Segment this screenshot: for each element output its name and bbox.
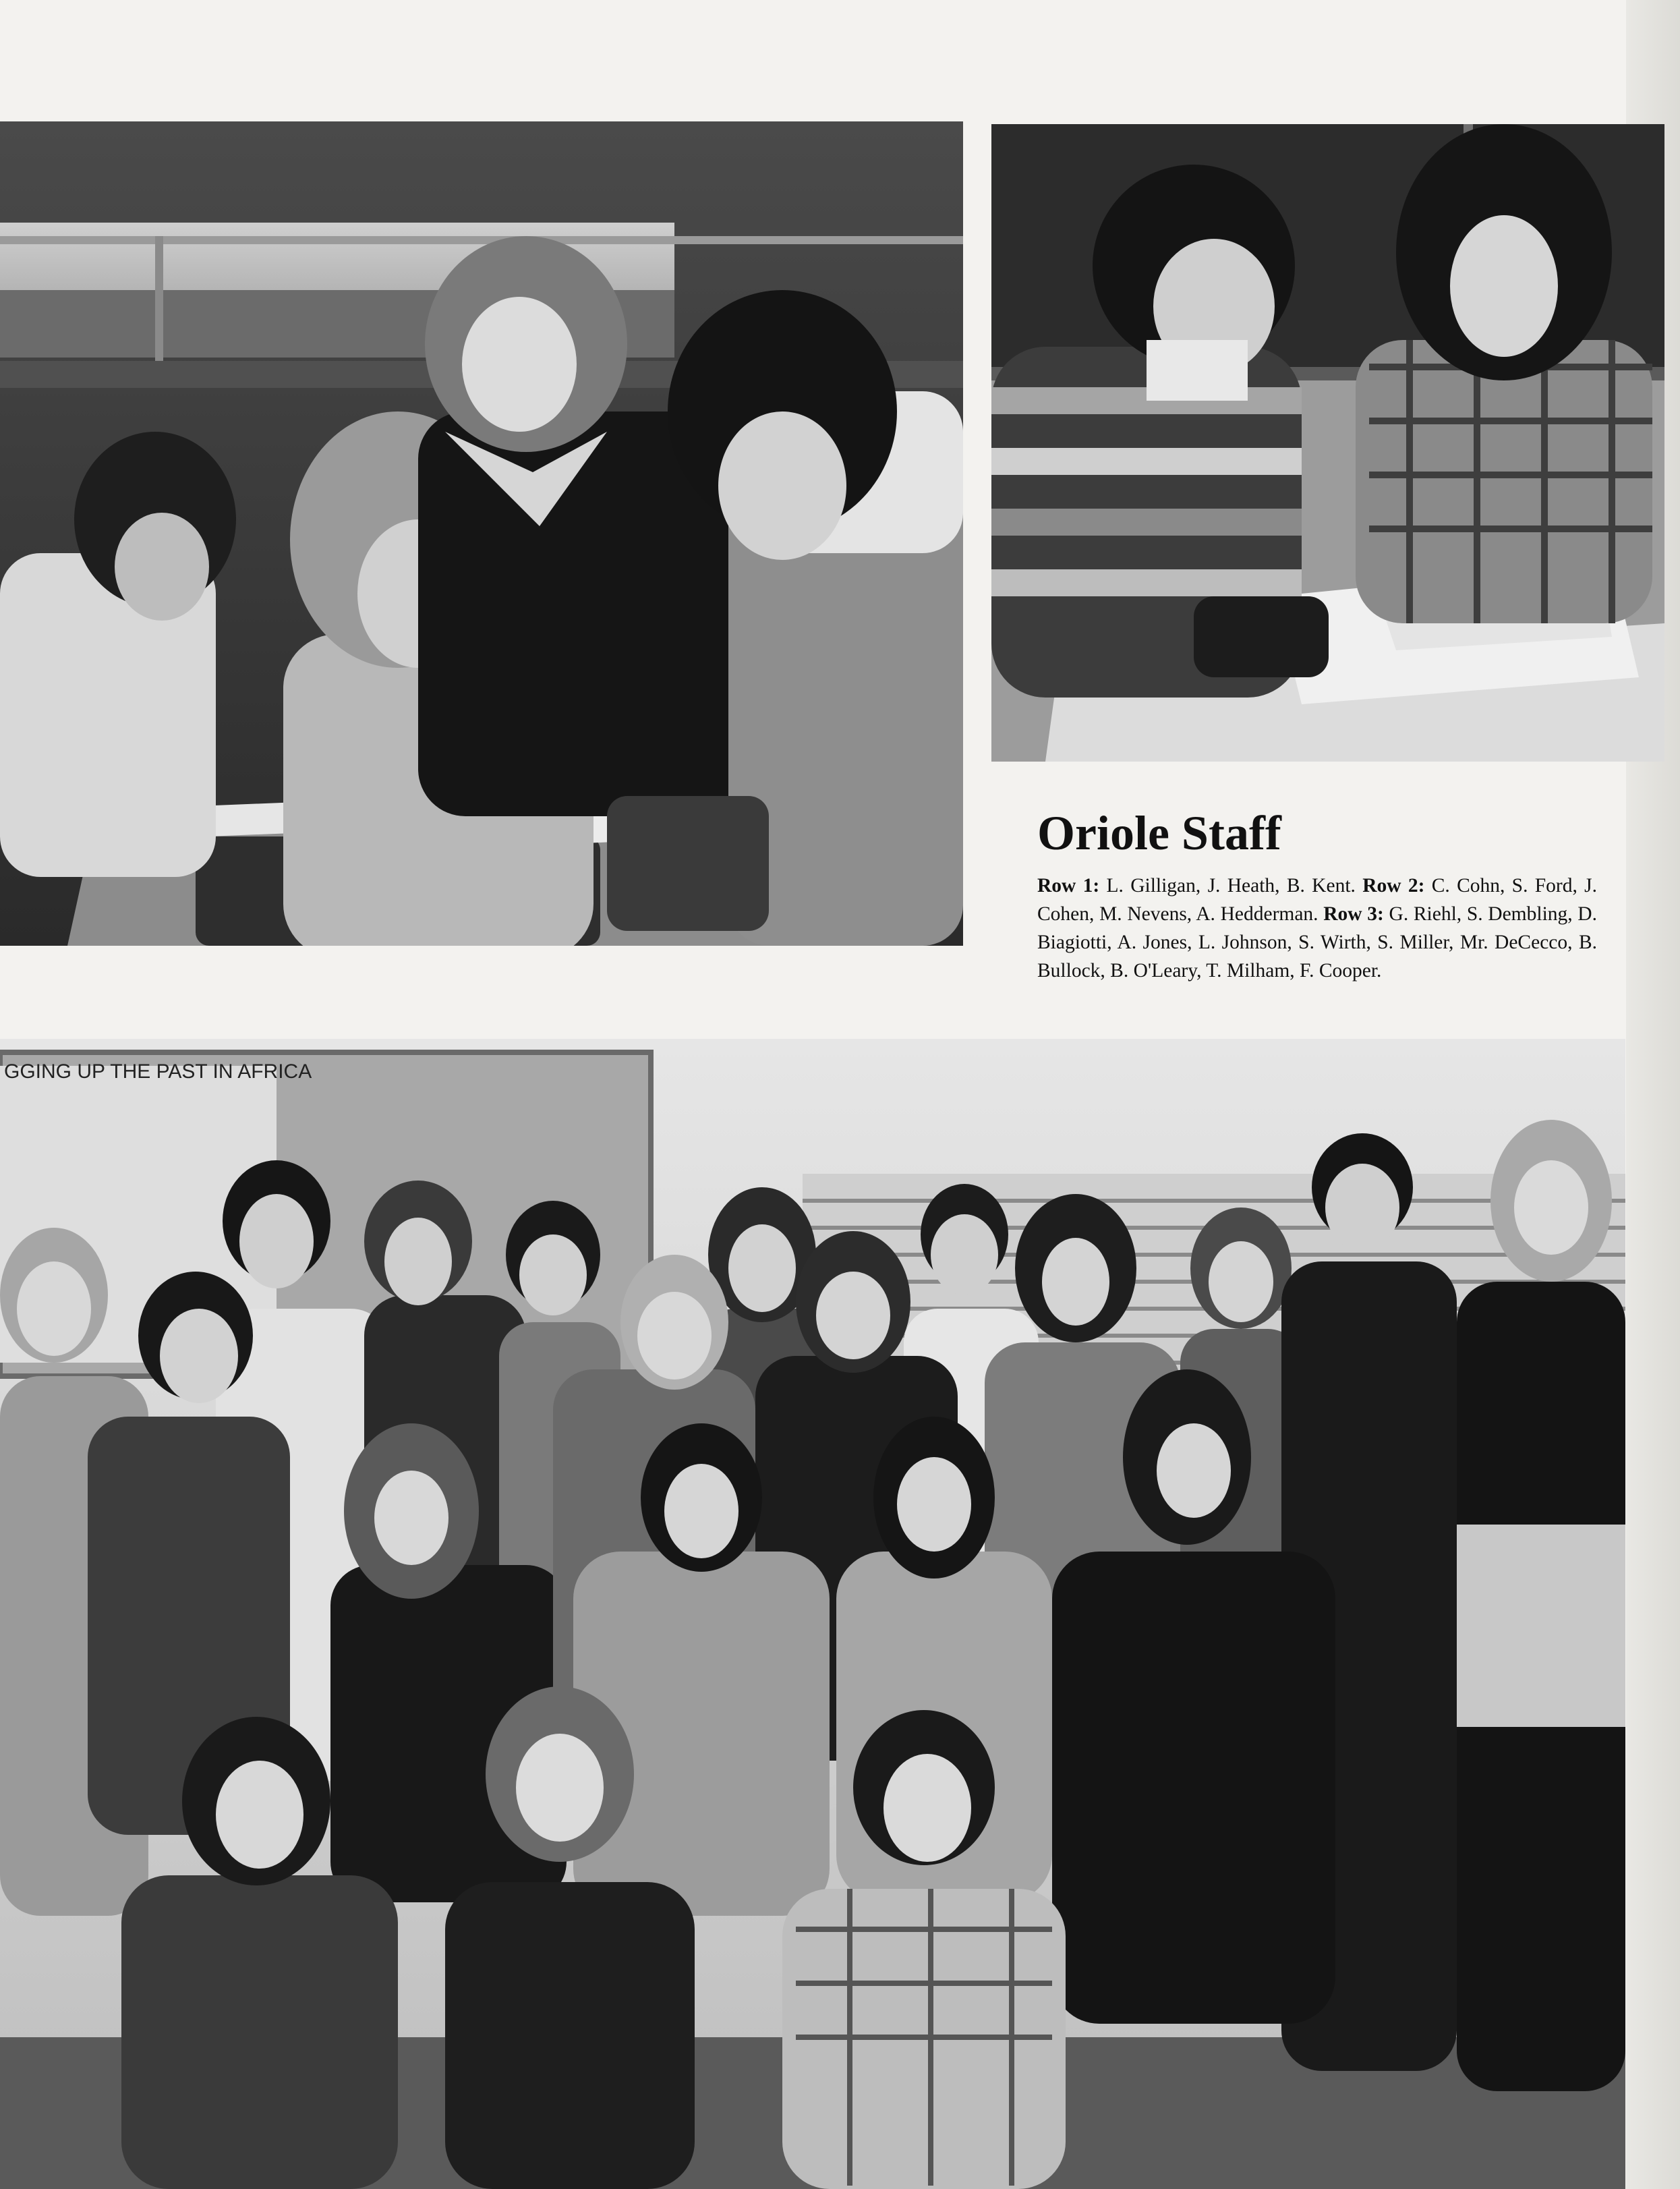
- row-1-names: L. Gilligan, J. Heath, B. Kent.: [1106, 874, 1356, 897]
- staff-group-photo: [0, 1039, 1625, 2189]
- board-heading: GGING UP THE PAST IN AFRICA: [4, 1060, 312, 1083]
- caption-title: Oriole Staff: [1037, 806, 1281, 860]
- staff-pair-photo: [991, 124, 1664, 762]
- row-2-names: C. Cohn, S. Ford, J. Cohen, M. Nevens, A. Hedderman.: [1037, 874, 1598, 925]
- row-3-names: G. Riehl, S. Dembling, D. Biagiotti, A. Jones, L. Johnson, S. Wirth, S. Miller, Mr. DeCecco, B. Bullock, B. O'Leary, T. Milham, F. Cooper.: [1037, 903, 1597, 982]
- row-3-label: Row 3:: [1323, 903, 1384, 925]
- caption-names: [1037, 872, 1597, 985]
- row-2-label: Row 2:: [1362, 874, 1425, 897]
- photo-caption: [1037, 808, 1597, 985]
- row-1-label: Row 1:: [1037, 874, 1100, 897]
- staff-working-photo: [0, 121, 963, 946]
